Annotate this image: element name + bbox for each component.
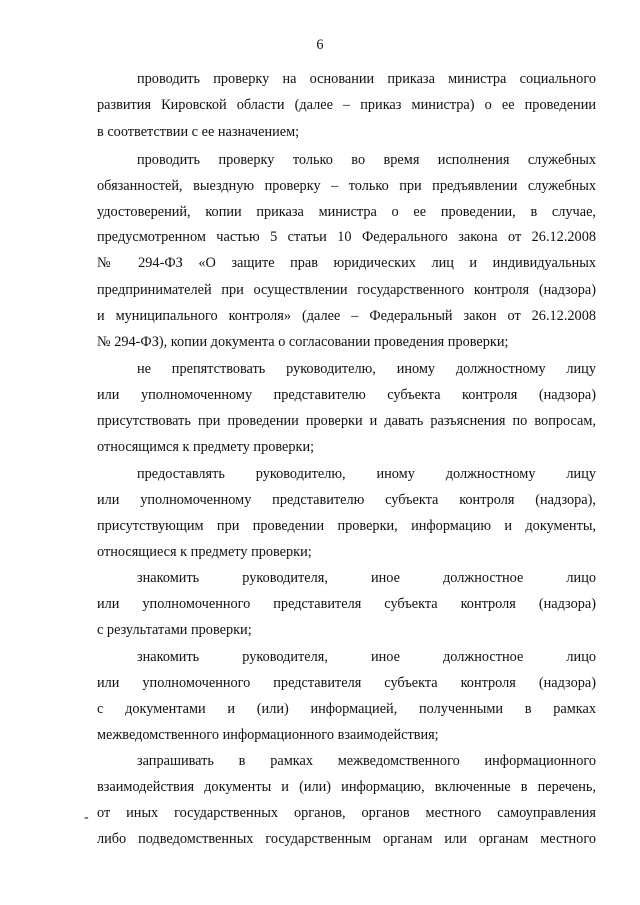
text-line: либо подведомственных государственным органам или органам местного: [97, 831, 596, 847]
margin-mark: -: [84, 810, 89, 825]
text-line: знакомить руководителя, иное должностное лицо: [137, 570, 596, 586]
text-line: взаимодействия документы и (или) информацию, включенные в перечень,: [97, 779, 596, 795]
text-line: относящиеся к предмету проверки;: [97, 544, 312, 560]
text-line: с документами и (или) информацией, полученными в рамках: [97, 701, 596, 717]
text-line: развития Кировской области (далее – приказ министра) о ее проведении: [97, 97, 596, 113]
text-line: в соответствии с ее назначением;: [97, 124, 300, 140]
text-line: и муниципального контроля» (далее – Федеральный закон от 26.12.2008: [97, 308, 596, 324]
text-line: или уполномоченному представителю субъекта контроля (надзора): [97, 387, 596, 403]
text-line: № 294-ФЗ «О защите прав юридических лиц и индивидуальных: [97, 255, 596, 271]
text-line: проводить проверку на основании приказа министра социального: [137, 71, 596, 87]
page-number: 6: [316, 37, 324, 53]
text-line: № 294-ФЗ), копии документа о согласовании проведения проверки;: [97, 334, 509, 350]
text-line: не препятствовать руководителю, иному должностному лицу: [137, 361, 596, 377]
text-line: удостоверений, копии приказа министра о ее проведении, в случае,: [97, 204, 596, 220]
text-line: с результатами проверки;: [97, 622, 252, 638]
text-line: или уполномоченного представителя субъекта контроля (надзора): [97, 675, 596, 691]
text-line: предусмотренном частью 5 статьи 10 Федерального закона от 26.12.2008: [97, 229, 596, 245]
text-line: от иных государственных органов, органов местного самоуправления: [97, 805, 596, 821]
text-line: или уполномоченного представителя субъекта контроля (надзора): [97, 596, 596, 612]
text-line: относящимся к предмету проверки;: [97, 439, 315, 455]
text-line: присутствовать при проведении проверки и давать разъяснения по вопросам,: [97, 413, 596, 429]
text-line: предоставлять руководителю, иному должностному лицу: [137, 466, 596, 482]
text-line: или уполномоченному представителю субъекта контроля (надзора),: [97, 492, 596, 508]
text-line: знакомить руководителя, иное должностное лицо: [137, 649, 596, 665]
text-line: предпринимателей при осуществлении государственного контроля (надзора): [97, 282, 596, 298]
text-line: запрашивать в рамках межведомственного информационного: [137, 753, 596, 769]
text-line: проводить проверку только во время исполнения служебных: [137, 152, 596, 168]
text-line: обязанностей, выездную проверку – только при предъявлении служебных: [97, 178, 596, 194]
text-line: межведомственного информационного взаимодействия;: [97, 727, 439, 743]
text-line: присутствующим при проведении проверки, информацию и документы,: [97, 518, 596, 534]
